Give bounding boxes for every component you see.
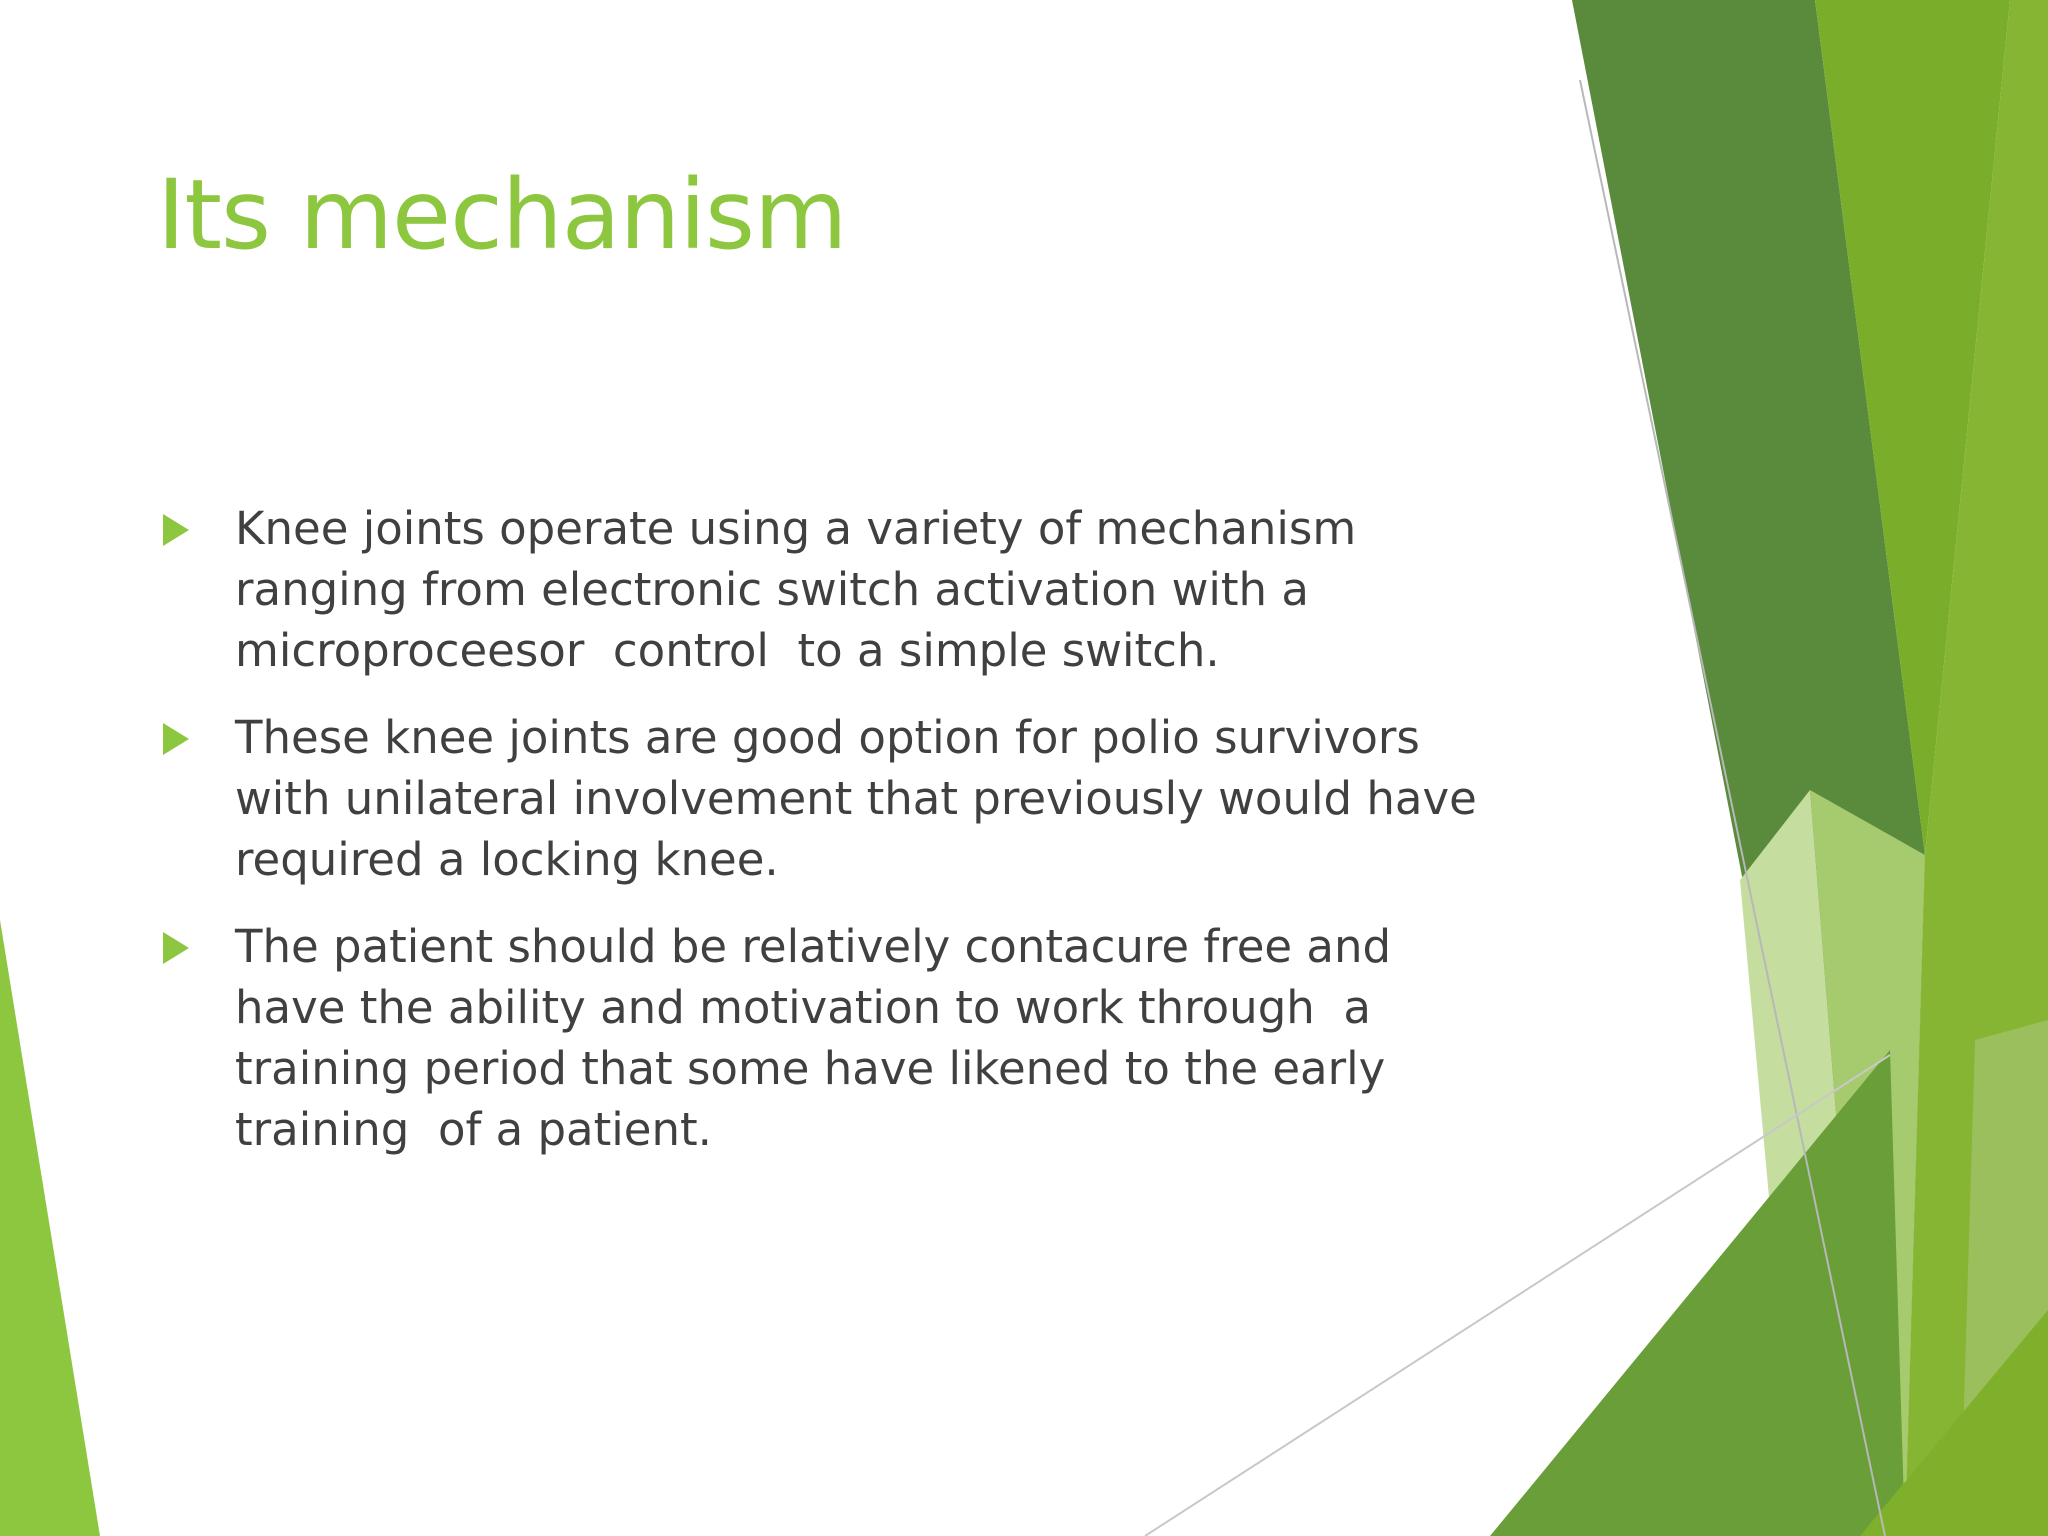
bullet-text-line: have the ability and motivation to work through a [235, 981, 1371, 1034]
slide-title: Its mechanism [157, 159, 847, 271]
bullet-text-line: required a locking knee. [235, 833, 779, 886]
bullet-text-line: ranging from electronic switch activation with a [235, 563, 1309, 616]
bullet-text-line: training period that some have likened to the early [235, 1042, 1386, 1095]
bullet-text-line: training of a patient. [235, 1103, 712, 1156]
triangle-right-icon [163, 932, 189, 964]
bottom-green-facet [1490, 1050, 1905, 1536]
bullet-item [157, 707, 1537, 890]
bullet-text-line: The patient should be relatively contacure free and [235, 920, 1392, 973]
triangle-right-icon [163, 723, 189, 755]
left-green-facet [0, 920, 100, 1536]
triangle-right-icon [163, 514, 189, 546]
bullet-text-line: Knee joints operate using a variety of mechanism [235, 502, 1357, 555]
bullet-item [157, 916, 1537, 1160]
bullet-item [157, 498, 1537, 681]
bullet-text-line: with unilateral involvement that previously would have [235, 772, 1477, 825]
bullet-text-line: microproceesor control to a simple switch. [235, 624, 1220, 677]
bullet-list [157, 498, 1537, 1186]
bullet-text-line: These knee joints are good option for polio survivors [235, 711, 1420, 764]
